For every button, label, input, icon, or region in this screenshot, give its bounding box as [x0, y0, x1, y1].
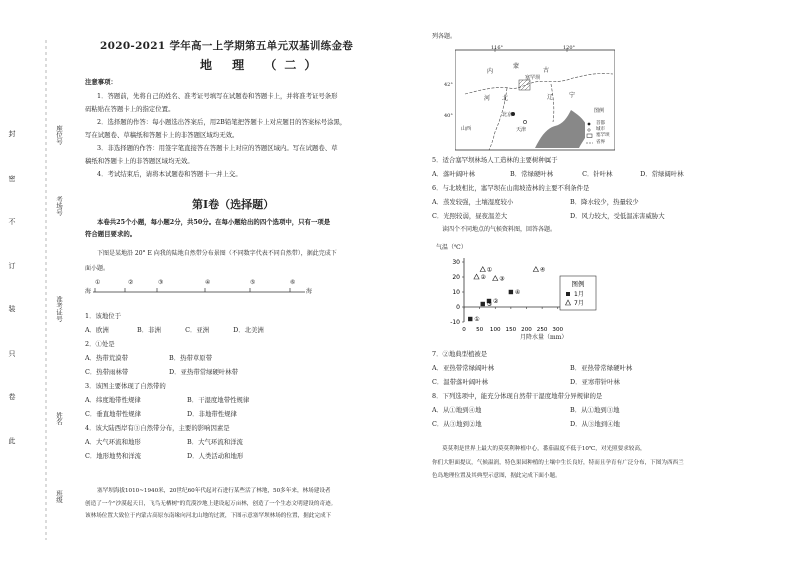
cut-char: 密 — [8, 175, 16, 183]
options-2b — [85, 368, 405, 376]
city-marker — [523, 120, 526, 123]
point-label: ① — [474, 316, 480, 323]
climate-scatter-chart — [432, 246, 622, 346]
option[interactable]: A．落叶阔叶林 — [432, 170, 475, 178]
question-2: 2．①处是 — [85, 340, 115, 348]
exam-subject: 地 理 （二） — [200, 58, 325, 72]
tail-passage — [432, 446, 772, 481]
chart-legend-title: 图例 — [571, 280, 585, 288]
passage-line: 该林场位置大致位于内蒙古高原东南缘向河北山地的过渡，下图示意塞罕坝林场的位置，据此完成下 — [85, 513, 332, 520]
map-label: 山西 — [461, 126, 472, 132]
option[interactable]: C．热带雨林带 — [85, 368, 129, 376]
map-latitude: 42° — [444, 82, 453, 88]
passage-line: 莫莫利是世界上最大的莫莫利种植中心，番茄温度不低于10℃，对光照要求较高， — [442, 446, 646, 452]
saihanba-passage — [85, 488, 415, 521]
point-label: ③ — [499, 275, 505, 283]
options-6 — [432, 198, 762, 206]
option[interactable]: B．干湿度地带性规律 — [187, 396, 250, 404]
option[interactable]: B．常绿硬叶林 — [510, 170, 554, 178]
question-8: 8．下列选项中，能充分体现自然带干湿度地带分异规律的是 — [432, 392, 603, 400]
notes-line: 码粘贴在答题卡上的指定位置。 — [85, 105, 175, 113]
point-label: ④ — [514, 289, 521, 296]
notes-line: 2．选择题的作答：每小题选出答案后，用2B铅笔把答题卡上对应题目的答案标号涂黑， — [97, 118, 347, 126]
map-label: 河 — [484, 95, 491, 102]
questions-left — [85, 312, 405, 460]
notes-line: 4．考试结束后，请将本试题卷和答题卡一并上交。 — [97, 170, 242, 178]
section-title: 第Ⅰ卷（选择题） — [192, 198, 275, 211]
field-class: 班级 — [55, 490, 63, 503]
option[interactable]: B．从①地到③地 — [570, 406, 620, 414]
map-legend-item: 省界 — [596, 140, 605, 145]
option[interactable]: D．常绿阔叶林 — [640, 170, 684, 178]
question-6: 6．与北坡相比，塞罕坝在山南坡造林的主要不利条件是 — [432, 184, 590, 192]
passage-line: 塞罕坝海拔1010~1940米，20世纪60年代起对石进行某些活了林地，50多年来，林场建设者 — [97, 488, 331, 494]
chart-xlabel: 月降水量（mm） — [520, 334, 568, 341]
y-tick-label: 0 — [456, 304, 460, 311]
x-tick-label: 0 — [462, 327, 466, 333]
question-7: 7．②地典型植被是 — [432, 350, 488, 358]
option[interactable]: C．从③地到②地 — [432, 420, 482, 428]
point-label: ② — [480, 274, 486, 281]
option[interactable]: C．垂直地带性规律 — [85, 410, 142, 418]
jan-point — [481, 302, 485, 306]
options-4 — [85, 438, 405, 446]
question-3: 3．该图主要体现了自然带的 — [85, 382, 166, 390]
map-label: 宁 — [569, 92, 576, 99]
option[interactable]: C．亚洲 — [185, 326, 210, 334]
legend-jan-label: 1月 — [574, 291, 584, 298]
field-exam-room: 考场号 — [55, 196, 63, 216]
options-7b — [432, 378, 772, 386]
transect-marker: ③ — [158, 279, 164, 286]
cut-char: 装 — [8, 305, 16, 313]
question-5: 5．适合塞罕坝林场人工造林的主要树种属于 — [432, 156, 558, 164]
map-label: 内 — [487, 68, 494, 75]
chart-intro: 读四个不同地点的气候资料图，回答各题。 — [442, 226, 557, 233]
binding-dashed-line — [0, 0, 80, 562]
notes-block — [85, 78, 420, 178]
x-tick-label: 150 — [505, 327, 517, 333]
legend-city-icon — [588, 129, 590, 131]
option[interactable]: B．亚热带常绿硬叶林 — [570, 364, 633, 372]
exam-title: 2020-2021 学年高一上学期第五单元双基训练金卷 — [100, 40, 354, 52]
cut-char: 只 — [8, 350, 16, 358]
field-name: 姓名 — [55, 412, 63, 425]
cut-char: 订 — [8, 262, 16, 270]
option[interactable]: A．热带荒漠带 — [85, 354, 128, 362]
options-8b — [432, 420, 772, 428]
options-8 — [432, 406, 772, 414]
legend-jan-icon — [566, 292, 570, 296]
map-legend-title: 图例 — [594, 108, 605, 114]
map-label: 天津 — [516, 127, 527, 133]
section-intro: 符合题目要求的。 — [85, 230, 137, 238]
y-tick-label: 10 — [452, 289, 460, 296]
map-label: 蒙 — [513, 63, 520, 70]
x-tick-label: 300 — [552, 327, 564, 333]
point-label: ③ — [486, 301, 493, 308]
point-label: ① — [486, 266, 493, 274]
cut-char: 卷 — [8, 393, 16, 401]
continued-text: 列各题。 — [432, 33, 457, 40]
point-label: ④ — [539, 266, 546, 274]
passage-line: 色岛地理位置及其典型示意图，据此完成下面小题。 — [432, 473, 561, 480]
option[interactable]: A．欧洲 — [85, 326, 109, 334]
notes-line: 3．非选择题的作答：用签字笔直接答在答题卡上对应的答题区域内。写在试题卷、草 — [97, 144, 338, 152]
field-seat-number: 座位号 — [55, 125, 63, 145]
field-ticket-number: 准考证号 — [55, 296, 63, 322]
saihanba-map — [455, 48, 615, 153]
question-4: 4．该大陆西岸有③自然带分布，主要的影响因素是 — [85, 424, 230, 432]
notes-line: 稿纸和答题卡上的非答题区域均无效。 — [85, 157, 194, 165]
options-2 — [85, 354, 405, 362]
transect-marker: ④ — [205, 279, 211, 286]
option[interactable]: C．光照较弱，昼夜温差大 — [432, 212, 508, 220]
question-stem: 下图是某地沿 20° E 向我的陆地自然带分布景图（不同数字代表不同自然带），据此完成下 — [97, 250, 337, 257]
option[interactable]: D．北美洲 — [233, 326, 264, 334]
notes-line: 写在试题卷、草稿纸和答题卡上的非答题区域均无效。 — [85, 131, 239, 139]
transect-marker: ② — [128, 279, 134, 286]
map-label: 北京 — [502, 112, 513, 118]
map-label: 塞罕坝 — [525, 75, 541, 81]
jul-point — [480, 267, 485, 272]
map-legend-item: 城市 — [596, 127, 605, 132]
options-3b — [85, 410, 405, 418]
legend-capital-icon — [588, 123, 591, 126]
transect-marker: ⑤ — [250, 279, 256, 286]
cut-char: 不 — [8, 218, 16, 226]
y-tick-label: 20 — [452, 274, 460, 281]
jan-point — [468, 317, 472, 321]
option[interactable]: D．非地带性规律 — [187, 410, 237, 418]
section-intro: 本卷共25个小题，每小题2分，共50分。在每小题给出的四个选项中，只有一项是 — [97, 218, 331, 226]
passage-line: 创造了一个"沙漠起天日，飞鸟无栖树"的荒漠沙地上建设起万亩林，创造了一个生态文明建设的奇迹。 — [85, 500, 337, 507]
option[interactable]: C．针叶林 — [582, 170, 613, 178]
map-latitude: 40° — [444, 113, 453, 119]
question-stem: 面小题。 — [85, 265, 110, 272]
option[interactable]: B．热带草原带 — [169, 354, 213, 362]
legend-jul-label: 7月 — [574, 300, 584, 307]
notes-heading: 注意事项： — [85, 78, 117, 86]
options-7 — [432, 364, 772, 372]
option[interactable]: A．纬度地带性规律 — [85, 396, 141, 404]
option[interactable]: D．亚寒带针叶林 — [570, 378, 620, 386]
transect-start-label: 海 — [85, 288, 92, 295]
option[interactable]: A．亚热带常绿阔叶林 — [432, 364, 495, 372]
options-3 — [85, 396, 405, 404]
x-tick-label: 200 — [521, 327, 532, 333]
x-tick-label: 100 — [489, 327, 501, 333]
transect-end-label: 海 — [306, 288, 313, 295]
y-tick-label: -10 — [450, 319, 460, 326]
map-legend-item: 塞罕坝 — [596, 133, 610, 138]
question-1: 1．该地位于 — [85, 312, 122, 320]
option[interactable]: D．亚热带常绿硬叶林带 — [169, 368, 239, 376]
map-longitude: 120° — [563, 45, 576, 51]
options-6b — [432, 212, 762, 220]
options-4b — [85, 452, 405, 460]
x-tick-label: 250 — [536, 327, 548, 333]
jul-point — [493, 276, 498, 281]
option[interactable]: C．地形地势和洋流 — [85, 452, 142, 460]
option[interactable]: A．大气环流和地形 — [85, 438, 141, 446]
option[interactable]: D．风力较大，受低温冻害威胁大 — [570, 212, 665, 220]
option[interactable]: D．从③地到④地 — [570, 420, 620, 428]
map-label: 古 — [543, 67, 550, 74]
options-5 — [432, 170, 762, 178]
option[interactable]: C．温带落叶阔叶林 — [432, 378, 489, 386]
y-tick-label: 30 — [452, 259, 460, 266]
questions-right-b — [432, 350, 772, 428]
jan-point — [509, 290, 513, 294]
option[interactable]: A．从①地到④地 — [432, 406, 482, 414]
questions-right-a — [432, 156, 762, 234]
x-tick-label: 50 — [476, 327, 484, 333]
option[interactable]: D．人类活动和地形 — [187, 452, 244, 460]
option[interactable]: B．降水较少，热量较少 — [570, 198, 639, 206]
jul-point — [533, 267, 538, 272]
transect-marker: ⑥ — [290, 279, 296, 286]
jul-point — [474, 274, 479, 279]
option[interactable]: B．大气环流和洋流 — [187, 438, 243, 446]
option[interactable]: B．非洲 — [137, 326, 161, 334]
notes-line: 1．答题前，先将自己的姓名、准考证号填写在试题卷和答题卡上，并将准考证号条形 — [97, 92, 338, 100]
map-longitude: 116° — [491, 45, 504, 51]
map-label: 北 — [502, 95, 509, 102]
options-1 — [85, 326, 405, 334]
option[interactable]: A．蒸发较强，土壤湿度较小 — [432, 198, 514, 206]
passage-line: 你们大胆面提议，气候温润，特色果园种植的土壤中生长良好，特而且孕育有广泛分布，下图为西西兰 — [432, 459, 684, 466]
map-legend-item: 首都 — [596, 121, 605, 126]
map-label: 辽 — [547, 94, 554, 101]
cut-char: 此 — [8, 437, 16, 445]
transect-marker: ① — [95, 279, 101, 286]
cut-char: 封 — [8, 130, 16, 138]
point-label: ② — [493, 298, 499, 305]
chart-ylabel: 气温（℃） — [436, 244, 467, 251]
